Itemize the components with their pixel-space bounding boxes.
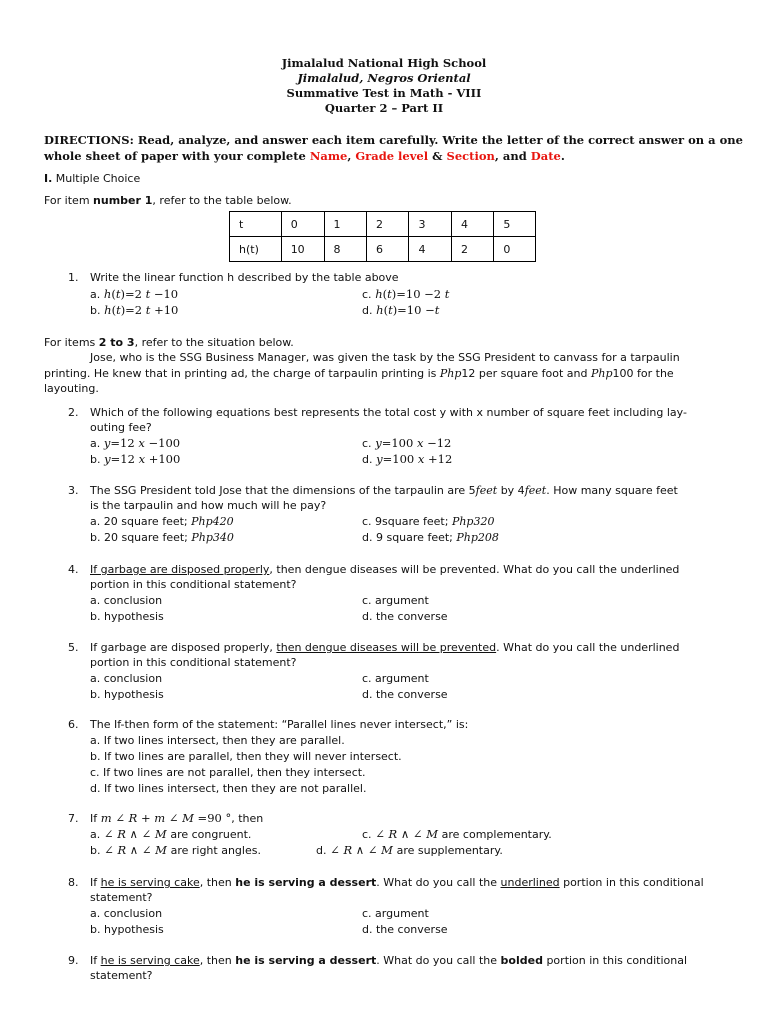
q2-choice-d: d. y=100 x +12 xyxy=(362,452,453,466)
directions-text-2: whole sheet of paper with your complete xyxy=(44,149,306,163)
choice-text: are congruent. xyxy=(170,828,252,841)
situation-line-1: Jose, who is the SSG Business Manager, was given the task by the SSG President to canvass for a tarpaulin xyxy=(90,351,680,364)
q1-choice-d: d. h(t)=10 −t xyxy=(362,303,440,317)
directions-and: , and xyxy=(494,149,527,163)
table-row xyxy=(230,212,536,237)
situation-text: 12 per square foot and xyxy=(461,367,588,380)
school-name: Jimalalud National High School xyxy=(281,56,487,70)
choice-letter: c. xyxy=(362,828,372,841)
choice-letter: d. xyxy=(362,304,373,317)
q5-choice-b: b. hypothesis xyxy=(90,688,164,701)
q4-choice-a: a. conclusion xyxy=(90,594,163,607)
q3-number: 3. xyxy=(68,484,79,497)
q8-choice-d: d. the converse xyxy=(362,923,448,936)
q5-number: 5. xyxy=(68,641,79,654)
directions-line-2 xyxy=(44,149,565,163)
q6-choice-d: d. If two lines intersect, then they are not parallel. xyxy=(90,782,367,795)
directions-date: Date xyxy=(530,149,561,163)
choice-letter: c. xyxy=(362,437,372,450)
q6-number: 6. xyxy=(68,718,79,731)
table-cell: 3 xyxy=(409,212,451,237)
q2-choice-a: a. y=12 x −100 xyxy=(90,436,181,450)
q5-rest: . What do you call the underlined xyxy=(496,641,680,654)
q9-bolded-word: bolded xyxy=(500,954,543,967)
q9-mid: , then xyxy=(199,954,232,967)
table-cell: 10 xyxy=(281,237,324,262)
situation-line-2 xyxy=(44,367,674,380)
q8-rest: . What do you call the xyxy=(376,876,498,889)
q7-post: , then xyxy=(231,812,264,825)
q8-rest: portion in this conditional xyxy=(563,876,704,889)
q9-pre: If xyxy=(90,954,98,967)
feet-unit: feet xyxy=(475,484,498,497)
q8-underlined: he is serving cake xyxy=(100,876,200,889)
choice-text: a. 20 square feet; xyxy=(90,515,188,528)
q1-choice-a: a. h(t)=2 t −10 xyxy=(90,287,179,301)
q8-underlined-word: underlined xyxy=(500,876,560,889)
directions-period: . xyxy=(560,149,565,163)
table-cell: 0 xyxy=(494,237,536,262)
q4-choice-b: b. hypothesis xyxy=(90,610,164,623)
q9-rest: . What do you call the xyxy=(376,954,498,967)
q3-text: by 4 xyxy=(500,484,525,497)
q8-line-1 xyxy=(90,876,704,889)
choice-text: c. 9square feet; xyxy=(362,515,449,528)
q2-line-2: outing fee? xyxy=(90,421,152,434)
table-cell: 2 xyxy=(367,212,409,237)
items23-intro-bold: 2 to 3 xyxy=(98,336,135,349)
table-cell: 8 xyxy=(324,237,366,262)
q3-choice-b xyxy=(90,531,234,544)
q3-choice-c xyxy=(362,515,494,528)
q9-line-2: statement? xyxy=(90,969,153,982)
q2-choice-c: c. y=100 x −12 xyxy=(362,436,452,450)
q5-choice-c: c. argument xyxy=(362,672,429,685)
table-cell: 0 xyxy=(281,212,324,237)
q4-line-1 xyxy=(90,563,679,576)
q7-choice-c: c. ∠ R ∧ ∠ M are complementary. xyxy=(362,827,552,841)
q3-choice-d xyxy=(362,531,499,544)
q7-choice-b: b. ∠ R ∧ ∠ M are right angles. xyxy=(90,843,261,857)
part-number: I. xyxy=(44,172,53,185)
items23-intro-post: , refer to the situation below. xyxy=(134,336,294,349)
q3-line-1 xyxy=(90,484,678,497)
choice-letter: a. xyxy=(90,828,101,841)
q4-rest: , then dengue diseases will be prevented. What do you call the underlined xyxy=(269,563,680,576)
q8-choice-c: c. argument xyxy=(362,907,429,920)
q8-mid: , then xyxy=(199,876,232,889)
item1-intro xyxy=(44,194,292,207)
choice-text: d. 9 square feet; xyxy=(362,531,453,544)
situation-text: 100 for the xyxy=(612,367,674,380)
q4-line-2: portion in this conditional statement? xyxy=(90,578,297,591)
choice-text: b. 20 square feet; xyxy=(90,531,188,544)
directions-lead: DIRECTIONS: xyxy=(44,133,134,147)
q6-choice-c: c. If two lines are not parallel, then they intersect. xyxy=(90,766,366,779)
q7-choice-d: d. ∠ R ∧ ∠ M are supplementary. xyxy=(316,843,503,857)
q5-line-1 xyxy=(90,641,679,654)
q5-choice-d: d. the converse xyxy=(362,688,448,701)
situation-text: printing. He knew that in printing ad, the charge of tarpaulin printing is xyxy=(44,367,437,380)
q2-number: 2. xyxy=(68,406,79,419)
function-table xyxy=(229,211,536,262)
choice-letter: b. xyxy=(90,304,101,317)
table-cell: 2 xyxy=(451,237,493,262)
q9-rest: portion in this conditional xyxy=(546,954,688,967)
directions-name: Name xyxy=(309,149,348,163)
q3-text: . How many square feet xyxy=(546,484,678,497)
q8-bold: he is serving a dessert xyxy=(235,876,377,889)
choice-value: Php340 xyxy=(191,531,234,544)
test-title: Summative Test in Math - VIII xyxy=(286,86,482,100)
item1-intro-pre: For item xyxy=(44,194,90,207)
choice-letter: a. xyxy=(90,288,101,301)
php-label: Php xyxy=(439,367,462,380)
q2-line-1: Which of the following equations best represents the total cost y with x number of square feet including lay- xyxy=(90,406,687,419)
choice-value: Php420 xyxy=(191,515,234,528)
directions-sep: , xyxy=(347,149,352,163)
item1-intro-post: , refer to the table below. xyxy=(152,194,292,207)
table-cell: t xyxy=(230,212,282,237)
choice-value: Php208 xyxy=(456,531,499,544)
choice-letter: d. xyxy=(316,844,327,857)
q8-number: 8. xyxy=(68,876,79,889)
choice-letter: b. xyxy=(90,844,101,857)
table-cell: 6 xyxy=(367,237,409,262)
q1-number: 1. xyxy=(68,271,79,284)
q9-number: 9. xyxy=(68,954,79,967)
q3-text: The SSG President told Jose that the dimensions of the tarpaulin are 5 xyxy=(90,484,476,497)
q9-line-1 xyxy=(90,954,687,967)
q2-choice-b: b. y=12 x +100 xyxy=(90,452,181,466)
q7-number: 7. xyxy=(68,812,79,825)
q8-line-2: statement? xyxy=(90,891,153,904)
school-location: Jimalalud, Negros Oriental xyxy=(297,71,471,85)
quarter-label: Quarter 2 – Part II xyxy=(324,101,444,115)
table-cell: 1 xyxy=(324,212,366,237)
q1-choice-c: c. h(t)=10 −2 t xyxy=(362,287,450,301)
q7-choice-a: a. ∠ R ∧ ∠ M are congruent. xyxy=(90,827,252,841)
part-title: Multiple Choice xyxy=(55,172,141,185)
items23-intro-pre: For items xyxy=(44,336,96,349)
item1-intro-bold: number 1 xyxy=(93,194,153,207)
q3-line-2: is the tarpaulin and how much will he pay? xyxy=(90,499,327,512)
q1-choice-b: b. h(t)=2 t +10 xyxy=(90,303,179,317)
choice-letter: d. xyxy=(362,453,373,466)
choice-letter: a. xyxy=(90,437,101,450)
q3-choice-a xyxy=(90,515,234,528)
choice-letter: b. xyxy=(90,453,101,466)
q4-number: 4. xyxy=(68,563,79,576)
table-row xyxy=(230,237,536,262)
q6-choice-b: b. If two lines are parallel, then they will never intersect. xyxy=(90,750,402,763)
table-cell: 4 xyxy=(451,212,493,237)
q5-pre: If garbage are disposed properly, xyxy=(90,641,273,654)
feet-unit: feet xyxy=(524,484,547,497)
q5-line-2: portion in this conditional statement? xyxy=(90,656,297,669)
q7-text: If m ∠ R + m ∠ M =90 °, then xyxy=(90,811,264,825)
q5-choice-a: a. conclusion xyxy=(90,672,163,685)
items23-intro xyxy=(44,336,294,349)
q5-underlined: then dengue diseases will be prevented xyxy=(276,641,497,654)
q1-text: Write the linear function h described by the table above xyxy=(90,271,399,284)
situation-line-3: layouting. xyxy=(44,382,99,395)
directions-section: Section xyxy=(446,149,495,163)
table-cell: 5 xyxy=(494,212,536,237)
choice-text: are complementary. xyxy=(441,828,552,841)
q8-choice-a: a. conclusion xyxy=(90,907,163,920)
part-heading xyxy=(44,172,140,185)
q4-choice-c: c. argument xyxy=(362,594,429,607)
directions-grade: Grade level xyxy=(355,149,429,163)
directions-text-1: Read, analyze, and answer each item carefully. Write the letter of the correct answer on a one xyxy=(137,133,743,147)
q6-choice-a: a. If two lines intersect, then they are parallel. xyxy=(90,734,345,747)
q7-pre: If xyxy=(90,812,98,825)
table-cell: 4 xyxy=(409,237,451,262)
q9-bold: he is serving a dessert xyxy=(235,954,377,967)
table-cell: h(t) xyxy=(230,237,282,262)
q8-pre: If xyxy=(90,876,98,889)
q4-underlined: If garbage are disposed properly xyxy=(90,563,270,576)
choice-text: are supplementary. xyxy=(396,844,503,857)
q6-text: The If-then form of the statement: “Parallel lines never intersect,” is: xyxy=(90,718,469,731)
q8-choice-b: b. hypothesis xyxy=(90,923,164,936)
choice-letter: c. xyxy=(362,288,372,301)
directions-line-1 xyxy=(44,133,743,147)
choice-text: are right angles. xyxy=(170,844,261,857)
php-label: Php xyxy=(591,367,613,380)
q4-choice-d: d. the converse xyxy=(362,610,448,623)
q9-underlined: he is serving cake xyxy=(100,954,200,967)
directions-amp: & xyxy=(432,149,443,163)
choice-value: Php320 xyxy=(451,515,495,528)
